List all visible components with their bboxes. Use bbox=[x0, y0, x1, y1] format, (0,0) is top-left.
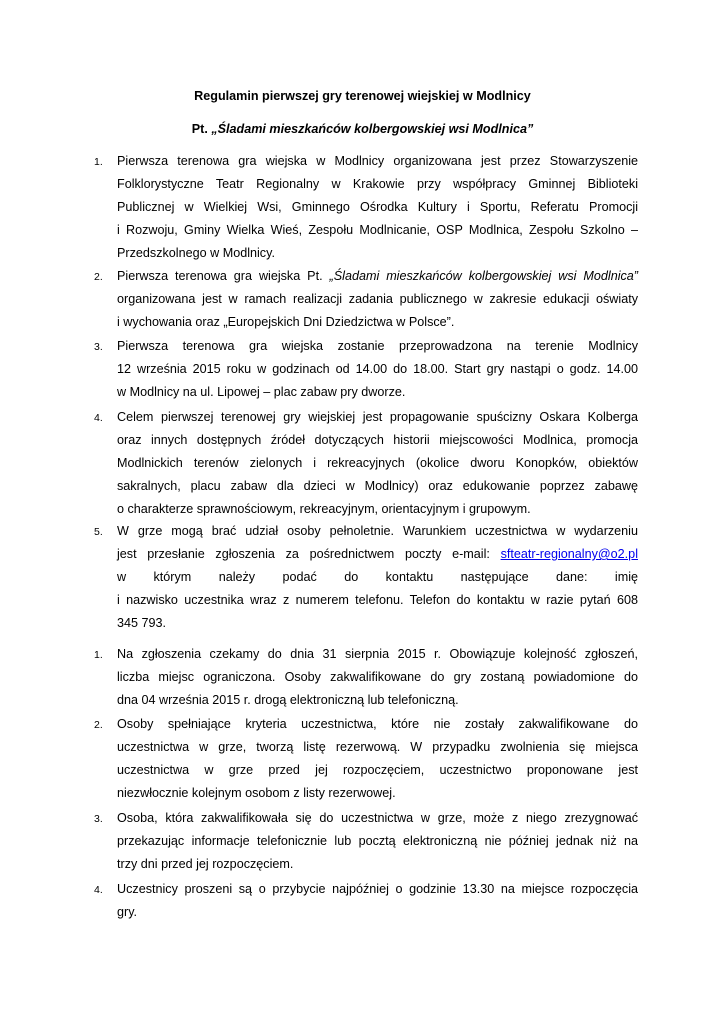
item-text bbox=[117, 713, 638, 805]
item-number: 2. bbox=[94, 271, 103, 283]
text-line bbox=[117, 543, 638, 566]
text-line: organizowana jest w ramach realizacji zadania publicznego w zakresie edukacji oświaty bbox=[117, 292, 638, 306]
text-line: i wychowania oraz „Europejskich Dni Dziedzictwa w Polsce”. bbox=[117, 315, 455, 329]
text-line: trzy dni przed jej rozpoczęciem. bbox=[117, 857, 294, 871]
item-number: 3. bbox=[94, 341, 103, 353]
item-number: 2. bbox=[94, 719, 103, 731]
text-line: oraz innych dostępnych źródeł dotyczących historii miejscowości Modlnica, promocja bbox=[117, 433, 638, 447]
subtitle-game-name: „Śladami mieszkańców kolbergowskiej wsi Modlnica” bbox=[211, 122, 534, 136]
document-subtitle bbox=[0, 121, 725, 137]
text-line: gry. bbox=[117, 905, 138, 919]
text-line: dna 04 września 2015 r. drogą elektroniczną lub telefoniczną. bbox=[117, 693, 459, 707]
game-name: „Śladami mieszkańców kolbergowskiej wsi Modlnica” bbox=[329, 269, 639, 283]
text-line: Publicznej w Wielkiej Wsi, Gminnego Ośrodka Kultury i Sportu, Referatu Promocji bbox=[117, 200, 638, 214]
text-line: W grze mogą brać udział osoby pełnoletnie. Warunkiem uczestnictwa w wydarzeniu bbox=[117, 524, 638, 538]
text-line: uczestnictwa w grze, tworzą listę rezerwową. W przypadku zwolnienia się miejsca bbox=[117, 740, 638, 754]
email-link[interactable]: sfteatr-regionalny@o2.pl bbox=[500, 547, 638, 561]
item-number: 5. bbox=[94, 526, 103, 538]
text-line: liczba miejsc ograniczona. Osoby zakwalifikowane do gry zostaną powiadomione do bbox=[117, 670, 638, 684]
text-line bbox=[117, 265, 638, 288]
text-line: Celem pierwszej terenowej gry wiejskiej jest propagowanie spuścizny Oskara Kolberga bbox=[117, 410, 638, 424]
item-number: 4. bbox=[94, 412, 103, 424]
item-text bbox=[117, 878, 638, 924]
item-number: 3. bbox=[94, 813, 103, 825]
item-text bbox=[117, 265, 638, 334]
item-text bbox=[117, 406, 638, 521]
text-line: Pierwsza terenowa gra wiejska zostanie przeprowadzona na terenie Modlnicy bbox=[117, 339, 638, 353]
item-number: 1. bbox=[94, 156, 103, 168]
text-line: i nazwisko uczestnika wraz z numerem telefonu. Telefon do kontaktu w razie pytań 608 bbox=[117, 593, 638, 607]
text-line: Modlnickich terenów zielonych i rekreacyjnych (okolice dworu Konopków, obiektów bbox=[117, 456, 638, 470]
text-segment: Pierwsza terenowa gra wiejska Pt. bbox=[117, 269, 330, 283]
text-line: Na zgłoszenia czekamy do dnia 31 sierpnia 2015 r. Obowiązuje kolejność zgłoszeń, bbox=[117, 647, 638, 661]
item-number: 4. bbox=[94, 884, 103, 896]
text-line: w Modlnicy na ul. Lipowej – plac zabaw pry dworze. bbox=[117, 385, 406, 399]
text-segment: jest przesłanie zgłoszenia za pośrednictwem poczty e-mail: bbox=[117, 547, 501, 561]
text-line: Przedszkolnego w Modlnicy. bbox=[117, 246, 275, 260]
item-text bbox=[117, 643, 638, 712]
text-line: 345 793. bbox=[117, 616, 167, 630]
text-line: Uczestnicy proszeni są o przybycie najpóźniej o godzinie 13.30 na miejsce rozpoczęcia bbox=[117, 882, 638, 896]
text-line: w którym należy podać do kontaktu następujące dane: imię bbox=[117, 570, 638, 584]
item-number: 1. bbox=[94, 649, 103, 661]
text-line: przekazując informacje telefonicznie lub pocztą elektroniczną nie później jednak niż na bbox=[117, 834, 638, 848]
text-line: 12 września 2015 roku w godzinach od 14.00 do 18.00. Start gry nastąpi o godz. 14.00 bbox=[117, 362, 638, 376]
text-line: o charakterze sprawnościowym, rekreacyjnym, orientacyjnym i grupowym. bbox=[117, 502, 531, 516]
item-text bbox=[117, 520, 638, 635]
item-text bbox=[117, 335, 638, 404]
text-line: Osoby spełniające kryteria uczestnictwa, które nie zostały zakwalifikowane do bbox=[117, 717, 638, 731]
text-line: uczestnictwa w grze przed jej rozpoczęciem, uczestnictwo proponowane jest bbox=[117, 763, 638, 777]
text-line: i Rozwoju, Gminy Wielka Wieś, Zespołu Modlnicanie, OSP Modlnica, Zespołu Szkolno – bbox=[117, 223, 638, 237]
text-line: Pierwsza terenowa gra wiejska w Modlnicy organizowana jest przez Stowarzyszenie bbox=[117, 154, 638, 168]
text-line: Folklorystyczne Teatr Regionalny w Krakowie przy współpracy Gminnej Biblioteki bbox=[117, 177, 638, 191]
item-text bbox=[117, 807, 638, 876]
subtitle-prefix: Pt. bbox=[191, 122, 212, 136]
item-text bbox=[117, 150, 638, 265]
document-title: Regulamin pierwszej gry terenowej wiejskiej w Modlnicy bbox=[194, 89, 531, 103]
text-line: sakralnych, placu zabaw dla dzieci w Modlnicy) oraz edukowanie poprzez zabawę bbox=[117, 479, 638, 493]
text-line: Osoba, która zakwalifikowała się do uczestnictwa w grze, może z niego zrezygnować bbox=[117, 811, 638, 825]
text-line: niezwłocznie kolejnym osobom z listy rezerwowej. bbox=[117, 786, 396, 800]
